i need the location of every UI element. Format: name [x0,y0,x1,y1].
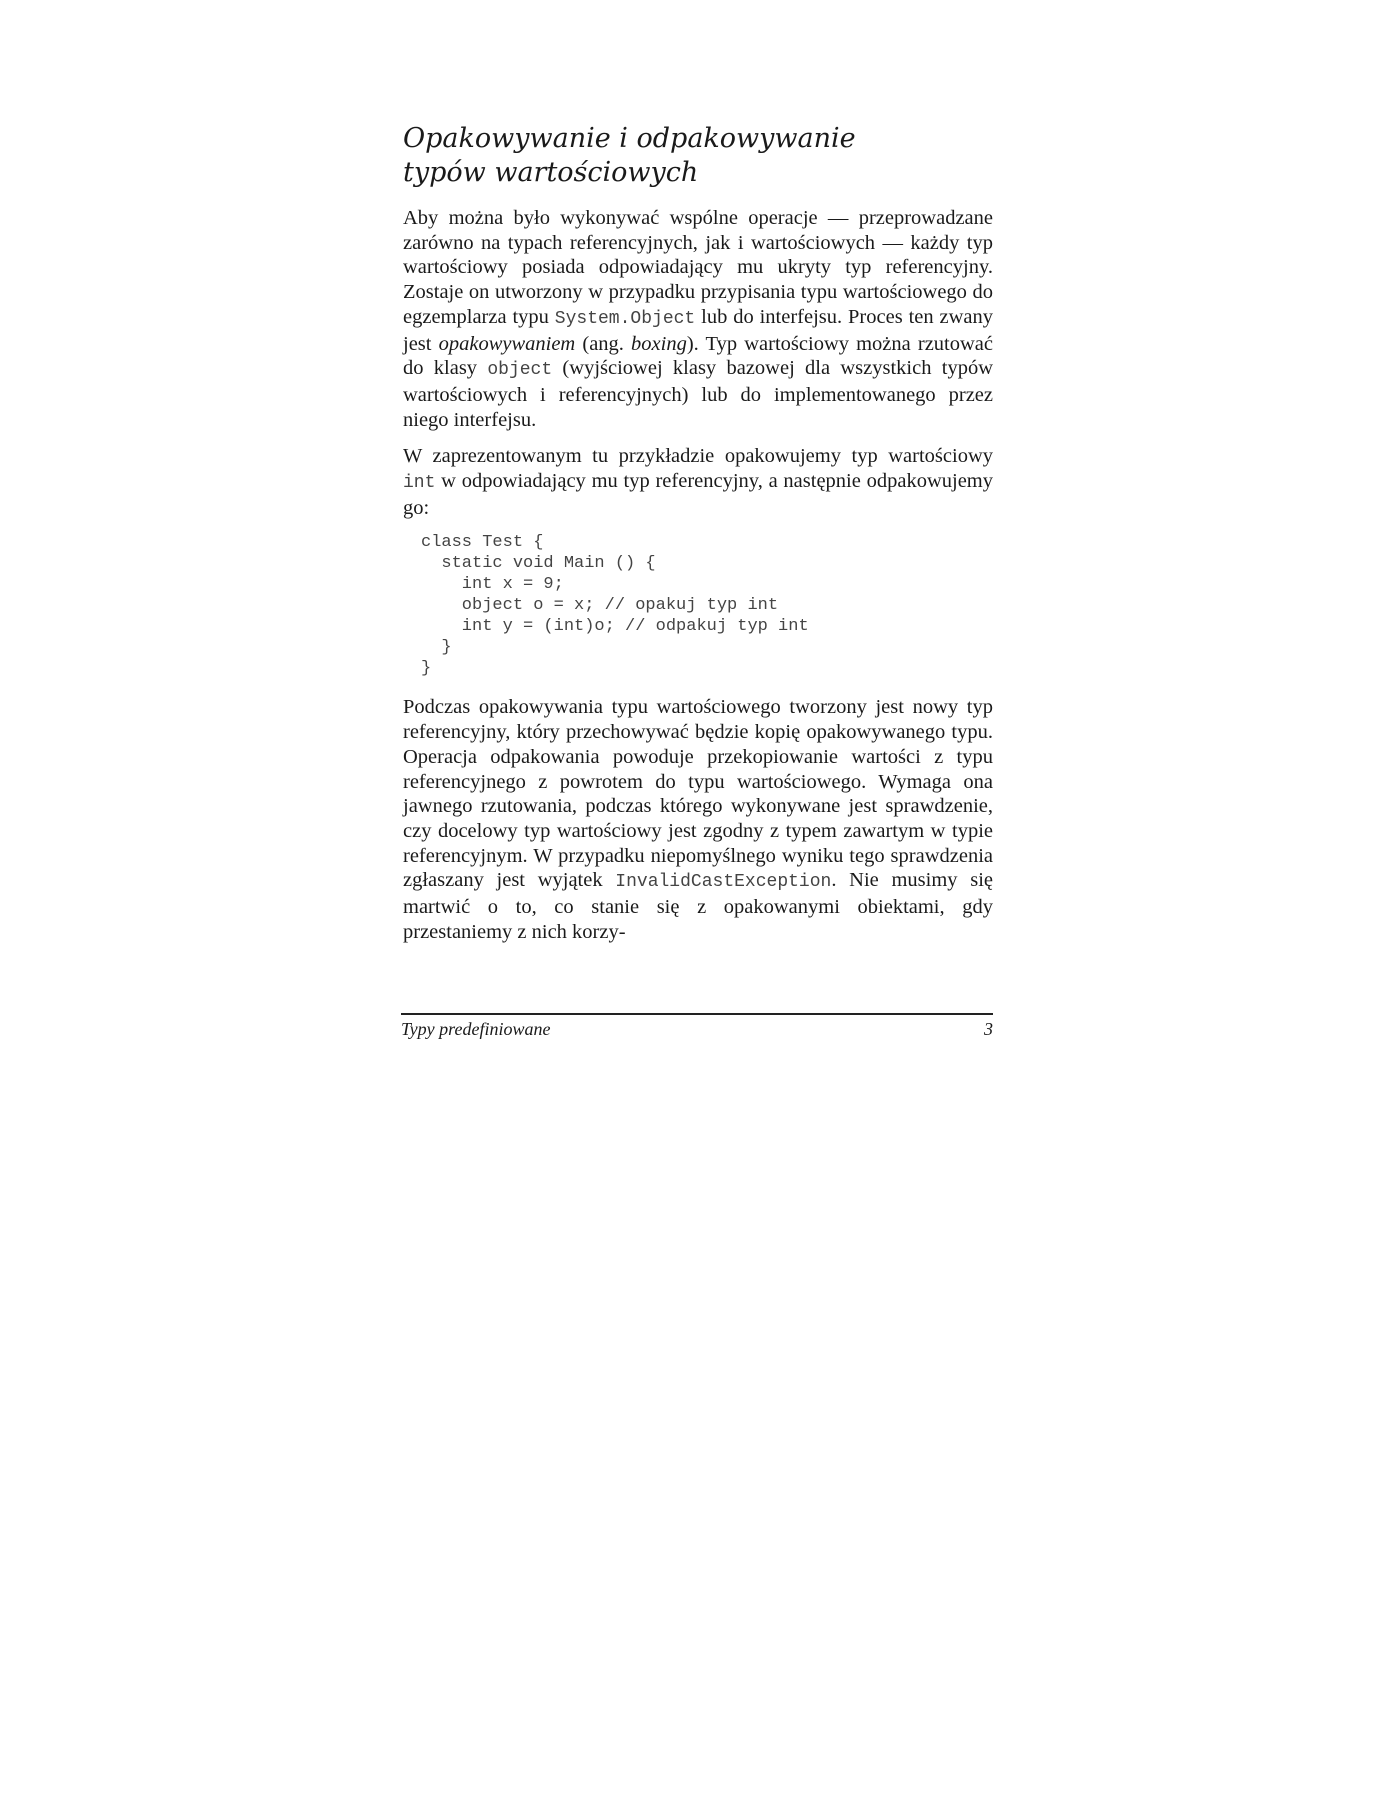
page-number: 3 [984,1019,993,1039]
footer-section-title: Typy predefiniowane [401,1019,551,1039]
page-footer [401,1013,993,1040]
code-line: int y = (int)o; // odpakuj typ int [421,617,809,637]
heading-line-2: typów wartościowych [403,157,699,188]
p1-code-object: object [487,360,553,381]
code-line: object o = x; // opakuj typ int [421,596,779,616]
p1-term-boxing: boxing [631,332,687,355]
p1-text-3: (ang. [575,332,632,355]
p3-code-invalidcastexception: InvalidCastException [615,872,832,893]
p2-code-int: int [403,473,436,494]
code-line: int x = 9; [421,575,564,595]
p3-text-1: Podczas opakowywania typu wartościowego tworzony jest nowy typ referencyjny, który przechowywać będzie kopię opakowywanego typu. Operacja odpakowania powoduje przekopiowanie wartości z typu referencyjnego z powrotem do typu wartościowego. Wymaga ona jawnego rzutowania, podczas którego wykonywane jest sprawdzenie, czy docelowy typ wartościowy jest zgodny z typem zawartym w typie referencyjnym. W przypadku niepomyślnego wyniku tego sprawdzenia zgłaszany jest wyjątek [403,696,993,892]
p2-text-2: w odpowiadający mu typ referencyjny, a następnie odpakowujemy go: [403,470,993,519]
p1-term-opakowywaniem: opakowywaniem [438,332,576,355]
page-content [403,122,993,956]
heading-line-1: Opakowywanie i odpakowywanie [403,123,856,154]
section-heading [403,122,993,190]
code-line: class Test { [421,533,544,553]
p3-text-2: . Nie musimy się martwić o to, co stanie się z opakowanymi obiektami, gdy przestaniemy z nich korzy- [403,869,994,943]
code-line: static void Main () { [421,554,656,574]
code-line: } [421,638,452,658]
p1-text-4: ). Typ wartościowy można rzutować do klasy [403,332,993,380]
code-line: } [421,659,432,679]
paragraph-1 [403,206,993,432]
p1-text-2: lub do interfejsu. Proces ten zwany jest [403,305,994,355]
code-block [421,532,993,679]
p1-code-system-object: System.Object [554,308,696,329]
paragraph-2 [403,444,993,520]
p2-text-1: W zaprezentowanym tu przykładzie opakowujemy typ wartościowy [403,445,993,468]
paragraph-3 [403,695,993,944]
p1-text-1: Aby można było wykonywać wspólne operacje — przeprowadzane zarówno na typach referencyjnych, jak i wartościowych — każdy typ wartościowy posiada odpowiadający mu ukryty typ referencyjny. Zostaje on utworzony w przypadku przypisania typu wartościowego do egzemplarza typu [403,207,993,328]
p1-text-5: (wyjściowej klasy bazowej dla wszystkich typów wartościowych i referencyjnych) lub do implementowanego przez niego interfejsu. [403,357,993,431]
